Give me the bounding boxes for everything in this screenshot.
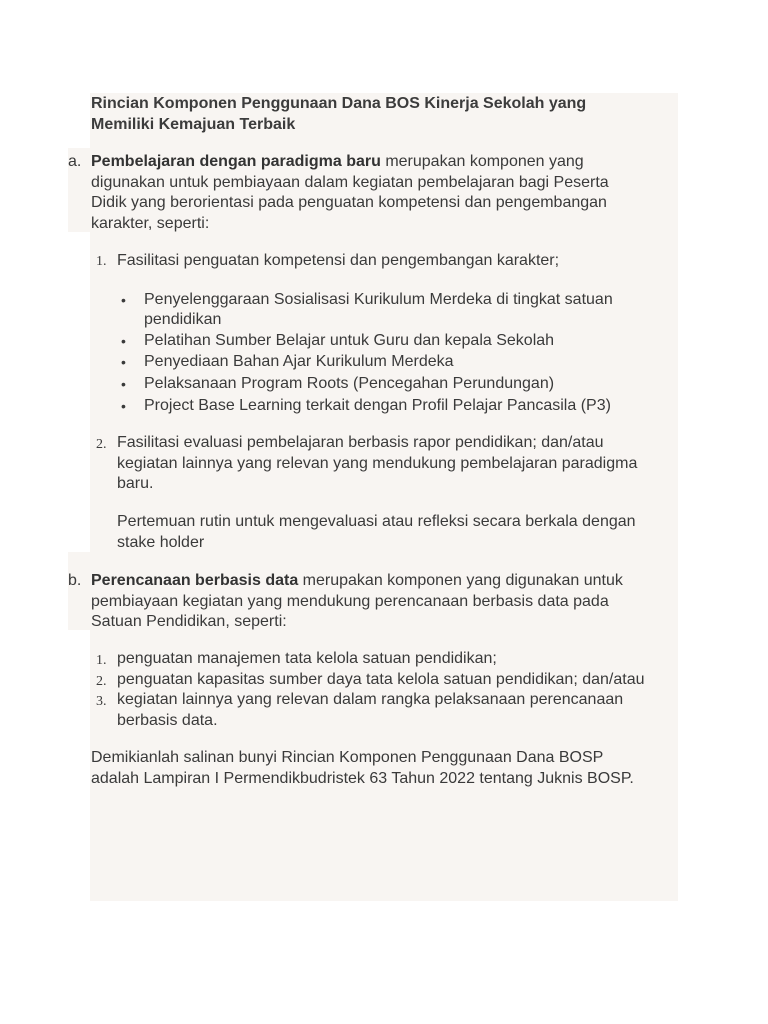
- section-a-intro: [91, 152, 609, 234]
- bullet-5-marker: •: [121, 398, 126, 414]
- closing-line-2: adalah Lampiran I Permendikbudristek 63 Tahun 2022 tentang Juknis BOSP.: [91, 769, 634, 787]
- section-b-item-2: penguatan kapasitas sumber daya tata kelola satuan pendidikan; dan/atau: [117, 671, 645, 688]
- bullet-2-text: Pelatihan Sumber Belajar untuk Guru dan kepala Sekolah: [144, 332, 555, 349]
- bullet-1-marker: •: [121, 292, 126, 308]
- section-a-item-1-number: 1.: [96, 254, 107, 269]
- section-b-item-3: [117, 690, 623, 731]
- section-a-note-line-2: stake holder: [117, 533, 205, 551]
- bullet-1-text-cont: pendidikan: [144, 311, 222, 328]
- section-b-item-1: penguatan manajemen tata kelola satuan pendidikan;: [117, 650, 497, 667]
- section-b-item-3-line-1: kegiatan lainnya yang relevan dalam rangka pelaksanaan perencanaan: [117, 691, 624, 708]
- bullet-2-marker: •: [121, 333, 126, 349]
- section-a-item-1: Fasilitasi penguatan kompetensi dan pengembangan karakter;: [117, 252, 560, 269]
- section-a-line-1-rest: merupakan komponen yang: [380, 153, 584, 170]
- section-a-line-4: karakter, seperti:: [91, 214, 210, 232]
- bullet-5-text: Project Base Learning terkait dengan Profil Pelajar Pancasila (P3): [144, 397, 611, 414]
- section-a-note-line-1: Pertemuan rutin untuk mengevaluasi atau refleksi secara berkala dengan: [117, 513, 636, 530]
- section-a-line-2: digunakan untuk pembiayaan dalam kegiatan pembelajaran bagi Peserta: [91, 173, 609, 191]
- section-b-line-2: pembiayaan kegiatan yang mendukung perencanaan berbasis data pada: [91, 592, 609, 610]
- section-b-item-3-number: 3.: [96, 694, 107, 709]
- bullet-3-marker: •: [121, 354, 126, 370]
- section-a-item-2-line-3: baru.: [117, 475, 154, 492]
- section-b-line-3: Satuan Pendidikan, seperti:: [91, 613, 287, 630]
- closing-paragraph: [91, 748, 634, 789]
- section-b-item-1-number: 1.: [96, 653, 107, 668]
- section-a-item-2-number: 2.: [96, 437, 107, 452]
- section-b-marker: b.: [68, 572, 82, 589]
- section-b-heading: Perencanaan berbasis data: [91, 572, 299, 589]
- bullet-4-marker: •: [121, 376, 126, 392]
- bullet-1-text: Penyelenggaraan Sosialisasi Kurikulum Merdeka di tingkat satuan: [144, 291, 613, 308]
- section-a-line-1: [91, 152, 609, 173]
- section-b-item-3-line-2: berbasis data.: [117, 711, 218, 729]
- section-b-line-1-rest: merupakan komponen yang digunakan untuk: [298, 572, 623, 589]
- title-line-1: Rincian Komponen Penggunaan Dana BOS Kinerja Sekolah yang: [91, 95, 587, 112]
- section-a-line-3: Didik yang berorientasi pada penguatan kompetensi dan pengembangan: [91, 194, 607, 211]
- bullet-4-text: Pelaksanaan Program Roots (Pencegahan Perundungan): [144, 375, 555, 392]
- section-a-heading: Pembelajaran dengan paradigma baru: [91, 153, 381, 170]
- section-b-line-1: [91, 571, 623, 592]
- closing-line-1: Demikianlah salinan bunyi Rincian Komponen Penggunaan Dana BOSP: [91, 749, 604, 766]
- section-b-intro: [91, 571, 623, 633]
- section-a-note: [117, 512, 636, 553]
- section-a-item-2: [117, 433, 637, 495]
- document-title: [91, 94, 586, 135]
- title-line-2: Memiliki Kemajuan Terbaik: [91, 115, 296, 133]
- section-a-item-2-line-1: Fasilitasi evaluasi pembelajaran berbasis rapor pendidikan; dan/atau: [117, 434, 604, 451]
- bullet-3-text: Penyediaan Bahan Ajar Kurikulum Merdeka: [144, 353, 454, 370]
- section-b-item-2-number: 2.: [96, 674, 107, 689]
- section-a-item-2-line-2: kegiatan lainnya yang relevan yang mendukung pembelajaran paradigma: [117, 454, 638, 472]
- section-a-marker: a.: [68, 153, 82, 170]
